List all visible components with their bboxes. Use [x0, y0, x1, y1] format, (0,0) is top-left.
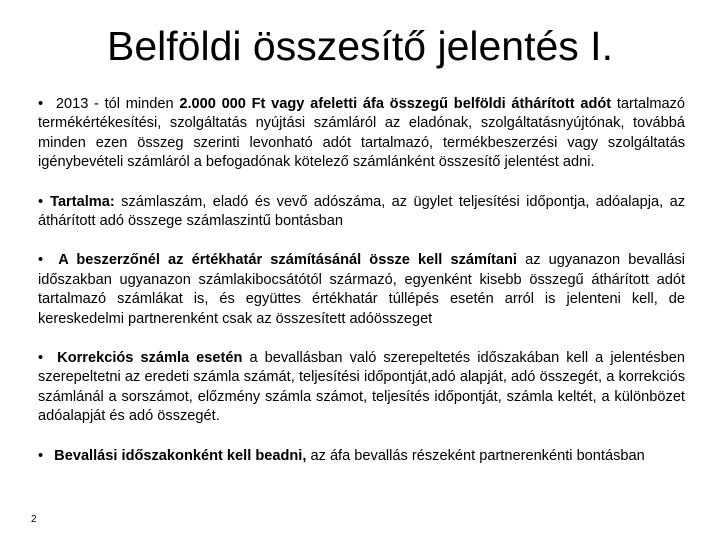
bullet: • [38, 350, 44, 367]
slide-title: Belföldi összesítő jelentés I. [107, 23, 613, 69]
paragraph-invoice-threshold [38, 95, 685, 173]
bullet: • [38, 193, 44, 210]
paragraph-bold-text: 2.000 000 Ft vagy afeletti áfa összegű belföldi áthárított adót [179, 96, 612, 112]
paragraph-buyer-aggregation [38, 251, 685, 329]
paragraph-text: az ugyanazon bevallási időszakban ugyanazon számlakibocsátótól származó, egyenként kisebb összegű áthárított adót tartalmazó számlákat is, és együttes értékhatár túllépés esetén arról is jelenteni kell, de kereskedelmi partnerenként csak az összesített adóösszeget [38, 252, 685, 327]
paragraph-bold-text: A beszerzőnél az értékhatár számításánál össze kell számítani [58, 252, 517, 269]
paragraph-text: a bevallásban való szerepeltetés időszakában kell a jelentésben szerepeltetni az eredeti számla számát, teljesítési időpontját,adó alapját, adó összegét, a korrekciós számlánál a sorszámot, előzmény számla számot, teljesítés időpontját, számla keltét, a különbözet adóalapját és adó összegét. [38, 350, 685, 425]
paragraph-content-fields [38, 193, 685, 232]
paragraph-text: 2013 - tól minden [55, 96, 180, 112]
page-number: 2 [31, 514, 37, 525]
paragraph-text: az áfa bevallás részeként partnerenkénti bontásban [306, 447, 645, 464]
bullet: • [38, 96, 44, 112]
paragraph-text: tartalmazó termékértékesítési, szolgáltatás nyújtási számláról az eladónak, szolgáltatásnyújtónak, továbbá minden ezen összeg szerinti levonható adót tartalmazó, termékbeszerzési vagy szolgáltatás igénybevételi számláról a befogadónak kötelező számlánként összesítő jelentést adni. [38, 96, 686, 171]
paragraph-text: számlaszám, eladó és vevő adószáma, az ügylet teljesítési időpontja, adóalapja, az áthárított adó összege számlaszintű bontásban [38, 193, 685, 230]
bullet: • [38, 252, 44, 269]
slide-body [38, 95, 685, 466]
bullet: • [38, 447, 44, 464]
paragraph-bold-text: Korrekciós számla esetén [57, 350, 243, 367]
paragraph-bold-text: Tartalma: [50, 193, 115, 210]
paragraph-bold-text: Bevallási időszakonként kell beadni, [54, 447, 307, 464]
paragraph-correction-invoice [38, 349, 685, 427]
paragraph-submission-period [38, 447, 685, 466]
